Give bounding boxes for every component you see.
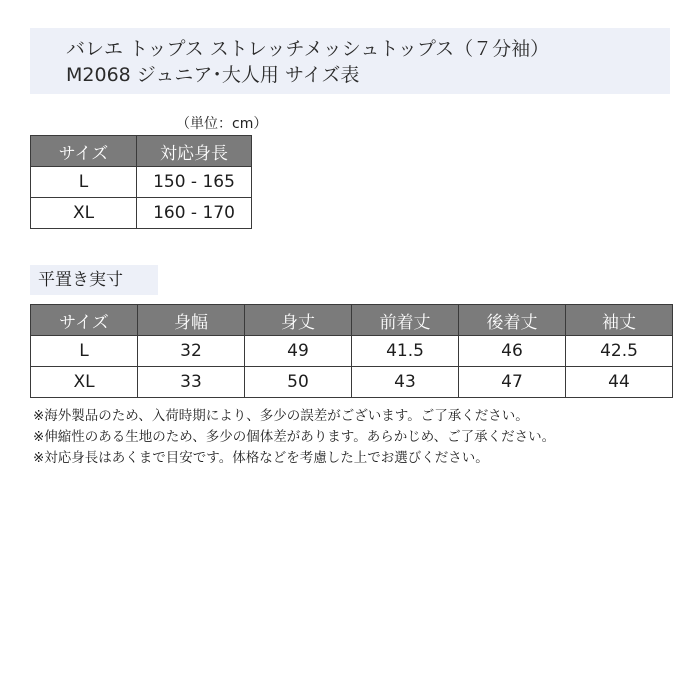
header-size: サイズ — [31, 136, 137, 167]
header-height: 対応身長 — [137, 136, 252, 167]
header-front-length: 前着丈 — [352, 305, 459, 336]
header-body-length: 身丈 — [245, 305, 352, 336]
header-sleeve-length: 袖丈 — [566, 305, 673, 336]
height-size-table — [30, 135, 252, 229]
cell-height: 160 - 170 — [137, 198, 252, 229]
measure-table — [30, 304, 673, 398]
header-back-length: 後着丈 — [459, 305, 566, 336]
cell-chest-width: 33 — [138, 367, 245, 398]
product-subtitle: M2068 ジュニア･大人用 サイズ表 — [66, 64, 360, 86]
cell-body-length: 49 — [245, 336, 352, 367]
cell-back-length: 46 — [459, 336, 566, 367]
measure-section-label: 平置き実寸 — [30, 265, 158, 295]
cell-front-length: 41.5 — [352, 336, 459, 367]
unit-label: （単位：cm） — [176, 116, 268, 132]
title-banner — [30, 28, 670, 94]
cell-size: XL — [31, 198, 137, 229]
cell-sleeve-length: 44 — [566, 367, 673, 398]
cell-body-length: 50 — [245, 367, 352, 398]
table-row — [31, 167, 252, 198]
header-size: サイズ — [31, 305, 138, 336]
cell-size: L — [31, 167, 137, 198]
cell-chest-width: 32 — [138, 336, 245, 367]
product-title: バレエ トップス ストレッチメッシュトップス（７分袖） — [66, 38, 550, 60]
cell-back-length: 47 — [459, 367, 566, 398]
table-row — [31, 198, 252, 229]
table-header-row — [31, 136, 252, 167]
notes-block — [33, 406, 555, 469]
cell-height: 150 - 165 — [137, 167, 252, 198]
cell-size: L — [31, 336, 138, 367]
table-header-row — [31, 305, 673, 336]
note-line: ※対応身長はあくまで目安です。体格などを考慮した上でお選びください。 — [33, 450, 489, 466]
note-line: ※伸縮性のある生地のため、多少の個体差があります。あらかじめ、ご了承ください。 — [33, 429, 556, 445]
header-chest-width: 身幅 — [138, 305, 245, 336]
cell-size: XL — [31, 367, 138, 398]
note-line: ※海外製品のため、入荷時期により、多少の誤差がございます。ご了承ください。 — [33, 408, 529, 424]
cell-front-length: 43 — [352, 367, 459, 398]
cell-sleeve-length: 42.5 — [566, 336, 673, 367]
table-row — [31, 336, 673, 367]
table-row — [31, 367, 673, 398]
